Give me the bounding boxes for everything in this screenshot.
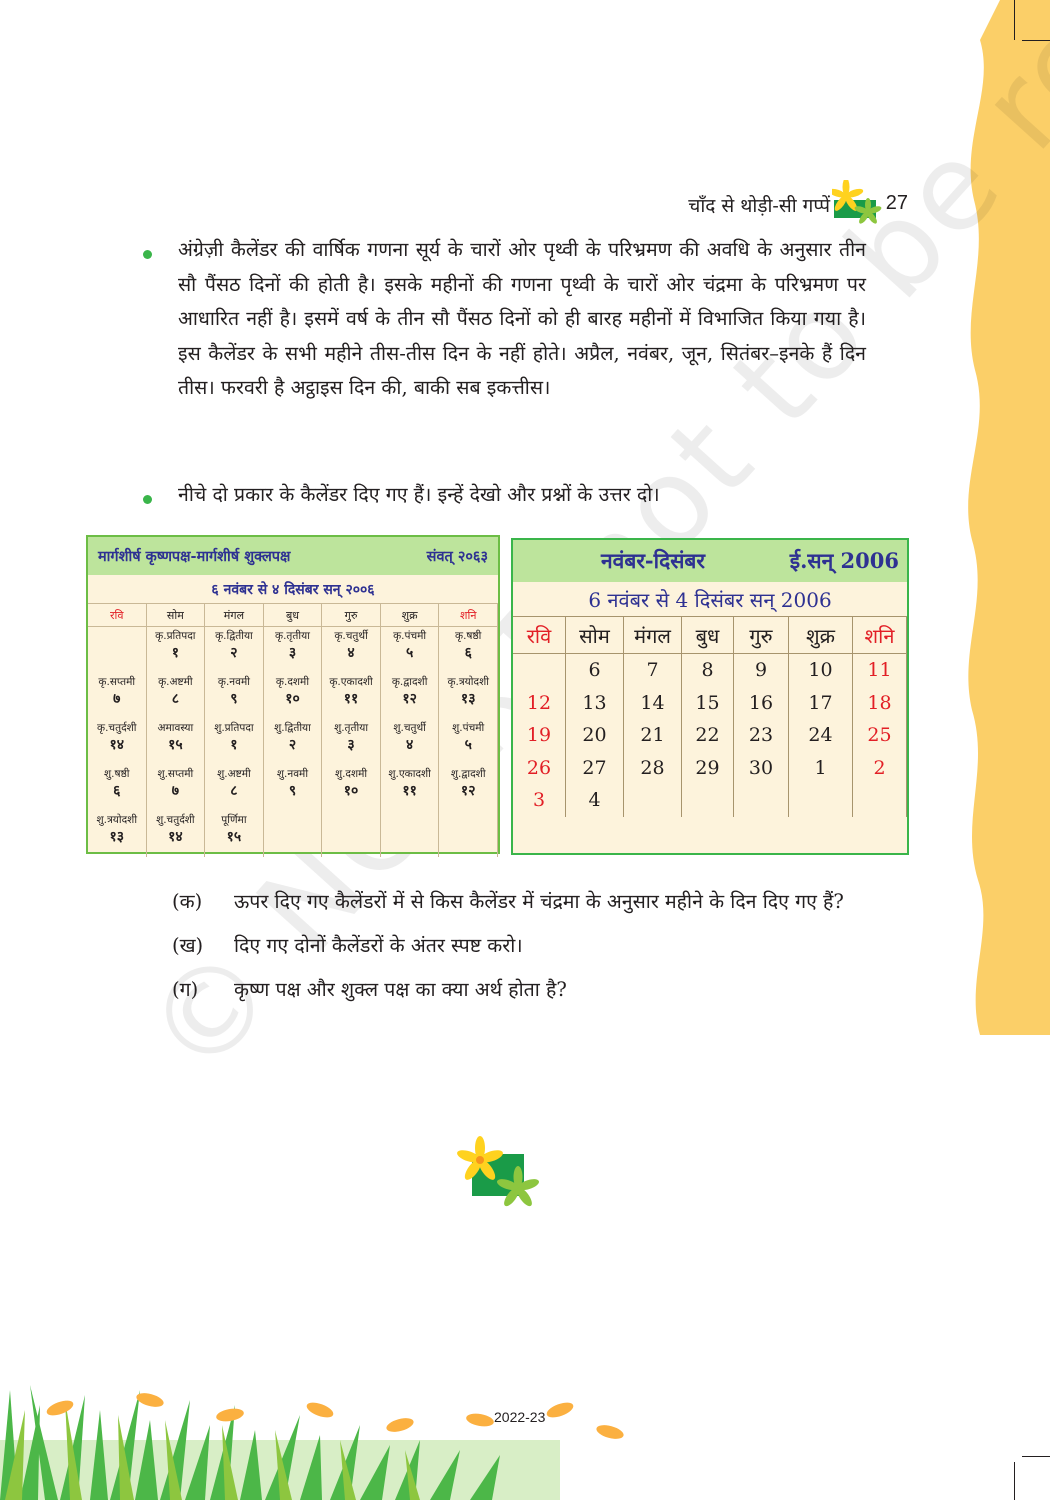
hindu-calendar (86, 535, 500, 854)
hindu-day-header: शनि (439, 604, 498, 627)
tithi-name: कृ.द्वितीया (215, 630, 253, 642)
tithi-name: अमावस्या (157, 722, 194, 734)
tithi-name: कृ.तृतीया (275, 630, 310, 642)
hindu-day-header: गुरु (322, 604, 381, 627)
english-date-cell (682, 784, 734, 817)
tithi-number: १२ (402, 691, 417, 707)
hindu-date-cell (439, 627, 498, 673)
tithi-name: कृ.चतुर्दशी (97, 722, 137, 734)
english-date-cell: 19 (513, 719, 566, 752)
english-day-header: शनि (853, 616, 907, 654)
hindu-date-cell (147, 811, 206, 857)
english-calendar-subtitle: 6 नवंबर से 4 दिसंबर सन् 2006 (588, 587, 832, 612)
question-item (172, 884, 862, 920)
english-date-cell: 20 (566, 719, 624, 752)
question-label: (ख) (172, 934, 204, 957)
question-label: (क) (172, 890, 203, 913)
tithi-number: ५ (464, 737, 472, 753)
hindu-date-cell (205, 719, 264, 765)
hindu-date-cell (264, 673, 323, 719)
tithi-name: शु.पंचमी (452, 722, 485, 734)
hindu-date-cell (147, 719, 206, 765)
question-text: ऊपर दिए गए कैलेंडरों में से किस कैलेंडर में चंद्रमा के अनुसार महीने के दिन दिए गए हैं? (234, 890, 844, 913)
english-date-cell (734, 784, 789, 817)
tithi-name: शु.दशमी (334, 768, 368, 780)
running-header (600, 178, 920, 228)
flower-icon (832, 180, 882, 226)
english-day-header: गुरु (734, 616, 789, 654)
hindu-date-cell (88, 765, 147, 811)
hindu-date-cell (147, 673, 206, 719)
tithi-number: ४ (347, 645, 355, 661)
hindu-calendar-subtitle: ६ नवंबर से ४ दिसंबर सन् २००६ (88, 575, 498, 604)
english-date-cell (513, 654, 566, 687)
english-date-cell: 15 (682, 687, 734, 720)
tithi-number: ३ (288, 645, 297, 661)
hindu-date-cell (381, 673, 440, 719)
hindu-date-cell (439, 719, 498, 765)
hindu-day-header: बुध (264, 604, 323, 627)
tithi-name: शु.अष्टमी (217, 768, 251, 780)
english-day-header: सोम (566, 616, 624, 654)
english-date-cell: 17 (789, 687, 853, 720)
tithi-number: ११ (402, 783, 417, 799)
hindu-date-cell (439, 673, 498, 719)
english-calendar-title: नवंबर-दिसंबर (601, 548, 705, 573)
chapter-title: चाँद से थोड़ी-सी गप्पें (688, 195, 830, 217)
hindu-day-header: मंगल (205, 604, 264, 627)
tithi-name: शु.तृतीया (334, 722, 369, 734)
english-date-cell: 21 (624, 719, 682, 752)
tithi-number: ८ (171, 691, 179, 707)
tithi-number: १५ (226, 829, 242, 845)
hindu-date-cell (322, 627, 381, 673)
hindu-calendar-header (88, 537, 498, 575)
tithi-number: २ (230, 645, 238, 661)
tithi-number: ५ (405, 645, 414, 661)
english-date-cell: 22 (682, 719, 734, 752)
english-calendar-grid (513, 616, 907, 817)
tithi-number: ७ (113, 691, 121, 707)
tithi-number: १० (343, 783, 359, 799)
tithi-name: कृ.द्वादशी (391, 676, 428, 688)
english-day-header: बुध (682, 616, 734, 654)
tithi-number: ३ (347, 737, 355, 753)
english-date-cell: 8 (682, 654, 734, 687)
tithi-name: कृ.प्रतिपदा (155, 630, 196, 642)
paragraph-gregorian-calendar: अंग्रेज़ी कैलेंडर की वार्षिक गणना सूर्य के चारों ओर पृथ्वी के परिभ्रमण की अवधि के अनुसार तीन सौ पैंसठ दिनों की होती है। इसके महीनों की गणना पृथ्वी के चारों ओर चंद्रमा के परिभ्रमण पर आधारित नहीं है। इसमें वर्ष के तीन सौ पैंसठ दिनों को ही बारह महीनों में विभाजित किया गया है। इस कैलेंडर के सभी महीने तीस-तीस दिन के नहीं होते। अप्रैल, नवंबर, जून, सितंबर–इनके हैं दिन तीस। फरवरी है अट्ठाइस दिन की, बाकी सब इकत्तीस। (178, 238, 866, 399)
bullet-point (143, 495, 152, 504)
hindu-date-cell (439, 811, 498, 857)
tithi-name: शु.एकादशी (388, 768, 431, 780)
tithi-name: शु.चतुर्दशी (156, 814, 195, 826)
hindu-date-cell (147, 627, 206, 673)
tithi-number: ७ (171, 783, 179, 799)
hindu-date-cell (381, 765, 440, 811)
hindu-date-cell (147, 765, 206, 811)
english-date-cell: 29 (682, 752, 734, 785)
hindu-date-cell (322, 811, 381, 857)
tithi-number: १५ (168, 737, 183, 753)
hindu-date-cell (439, 765, 498, 811)
english-date-cell: 14 (624, 687, 682, 720)
hindu-calendar-grid (88, 604, 498, 857)
question-item (172, 928, 862, 964)
tithi-name: शु.द्वादशी (450, 768, 486, 780)
tithi-name: शु.द्वितीया (274, 722, 311, 734)
hindu-date-cell (322, 765, 381, 811)
tithi-name: शु.षष्ठी (104, 768, 130, 780)
hindu-day-header: शुक्र (381, 604, 440, 627)
tithi-number: २ (288, 737, 297, 753)
english-date-cell: 3 (513, 784, 566, 817)
tithi-number: १ (171, 645, 179, 661)
page-number: 27 (885, 192, 908, 214)
english-date-cell: 30 (734, 752, 789, 785)
question-text: दिए गए दोनों कैलेंडरों के अंतर स्पष्ट करो। (234, 934, 523, 957)
footer-year: 2022-23 (494, 1409, 546, 1425)
hindu-date-cell (381, 719, 440, 765)
english-date-cell (624, 784, 682, 817)
tithi-name: शु.प्रतिपदा (214, 722, 254, 734)
hindu-date-cell (88, 673, 147, 719)
tithi-name: शु.त्रयोदशी (96, 814, 138, 826)
tithi-name: कृ.षष्ठी (455, 630, 482, 642)
hindu-date-cell (322, 719, 381, 765)
english-date-cell: 16 (734, 687, 789, 720)
hindu-day-header: सोम (147, 604, 206, 627)
english-date-cell: 9 (734, 654, 789, 687)
tithi-number: १३ (109, 829, 125, 845)
english-date-cell: 11 (853, 654, 907, 687)
english-date-cell: 28 (624, 752, 682, 785)
tithi-name: कृ.सप्तमी (98, 676, 136, 688)
english-date-cell: 12 (513, 687, 566, 720)
tithi-number: १ (230, 737, 238, 753)
hindu-date-cell (381, 811, 440, 857)
question-list (172, 884, 862, 1016)
hindu-date-cell (88, 811, 147, 857)
hindu-date-cell (205, 627, 264, 673)
question-label: (ग) (172, 978, 199, 1001)
english-date-cell (853, 784, 907, 817)
english-date-cell: 2 (853, 752, 907, 785)
tithi-name: कृ.चतुर्थी (334, 630, 368, 642)
tithi-name: कृ.अष्टमी (158, 676, 193, 688)
english-calendar-header (513, 540, 907, 582)
hindu-date-cell (205, 673, 264, 719)
hindu-date-cell (381, 627, 440, 673)
watermark: © not to be (120, 114, 1030, 1104)
crop-mark (1014, 1462, 1015, 1500)
tithi-name: शु.चतुर्थी (393, 722, 426, 734)
english-date-cell: 6 (566, 654, 624, 687)
hindu-date-cell (205, 811, 264, 857)
english-date-cell: 27 (566, 752, 624, 785)
hindu-date-cell (264, 765, 323, 811)
english-date-cell: 1 (789, 752, 853, 785)
crop-mark (1022, 1456, 1050, 1457)
tithi-number: ९ (230, 691, 238, 707)
english-date-cell: 23 (734, 719, 789, 752)
tithi-name: कृ.एकादशी (329, 676, 373, 688)
tithi-number: १४ (109, 737, 125, 753)
tithi-name: शु.सप्तमी (157, 768, 194, 780)
hindu-calendar-title: मार्गशीर्ष कृष्णपक्ष-मार्गशीर्ष शुक्लपक्ष (98, 548, 291, 565)
english-date-cell: 25 (853, 719, 907, 752)
tithi-name: कृ.नवमी (217, 676, 250, 688)
hindu-day-header: रवि (88, 604, 147, 627)
tithi-number: ११ (343, 691, 359, 707)
hindu-date-cell (88, 719, 147, 765)
tithi-number: ९ (288, 783, 297, 799)
grass-illustration (0, 1370, 660, 1500)
tithi-name: शु.नवमी (276, 768, 309, 780)
hindu-date-cell (322, 673, 381, 719)
english-date-cell (789, 784, 853, 817)
tithi-number: ६ (464, 645, 472, 661)
english-date-cell: 7 (624, 654, 682, 687)
english-date-cell: 18 (853, 687, 907, 720)
paragraph-instruction: नीचे दो प्रकार के कैलेंडर दिए गए हैं। इन्हें देखो और प्रश्नों के उत्तर दो। (178, 483, 660, 506)
hindu-date-cell (264, 627, 323, 673)
tithi-name: कृ.दशमी (275, 676, 310, 688)
flower-icon (450, 1132, 548, 1212)
question-item (172, 972, 862, 1008)
hindu-calendar-samvat: संवत् २०६३ (426, 548, 488, 565)
hindu-date-cell (264, 811, 323, 857)
tithi-name: कृ.त्रयोदशी (447, 676, 489, 688)
english-calendar (511, 538, 909, 855)
tithi-name: पूर्णिमा (221, 814, 247, 826)
english-date-cell: 26 (513, 752, 566, 785)
tithi-name: कृ.पंचमी (393, 630, 427, 642)
tithi-number: ८ (230, 783, 238, 799)
english-day-header: रवि (513, 616, 566, 654)
hindu-date-cell (88, 627, 147, 673)
english-calendar-year: ई.सन् 2006 (789, 548, 899, 573)
english-date-cell: 4 (566, 784, 624, 817)
english-day-header: शुक्र (789, 616, 853, 654)
hindu-date-cell (205, 765, 264, 811)
english-date-cell: 13 (566, 687, 624, 720)
english-day-header: मंगल (624, 616, 682, 654)
hindu-date-cell (264, 719, 323, 765)
bullet-point (143, 250, 152, 259)
question-text: कृष्ण पक्ष और शुक्ल पक्ष का क्या अर्थ होता है? (234, 978, 567, 1001)
tithi-number: १२ (460, 783, 476, 799)
tithi-number: १४ (168, 829, 183, 845)
tithi-number: ६ (113, 783, 121, 799)
english-date-cell: 24 (789, 719, 853, 752)
tithi-number: १० (285, 691, 300, 707)
tithi-number: ४ (405, 737, 414, 753)
tithi-number: १३ (460, 691, 476, 707)
english-date-cell: 10 (789, 654, 853, 687)
